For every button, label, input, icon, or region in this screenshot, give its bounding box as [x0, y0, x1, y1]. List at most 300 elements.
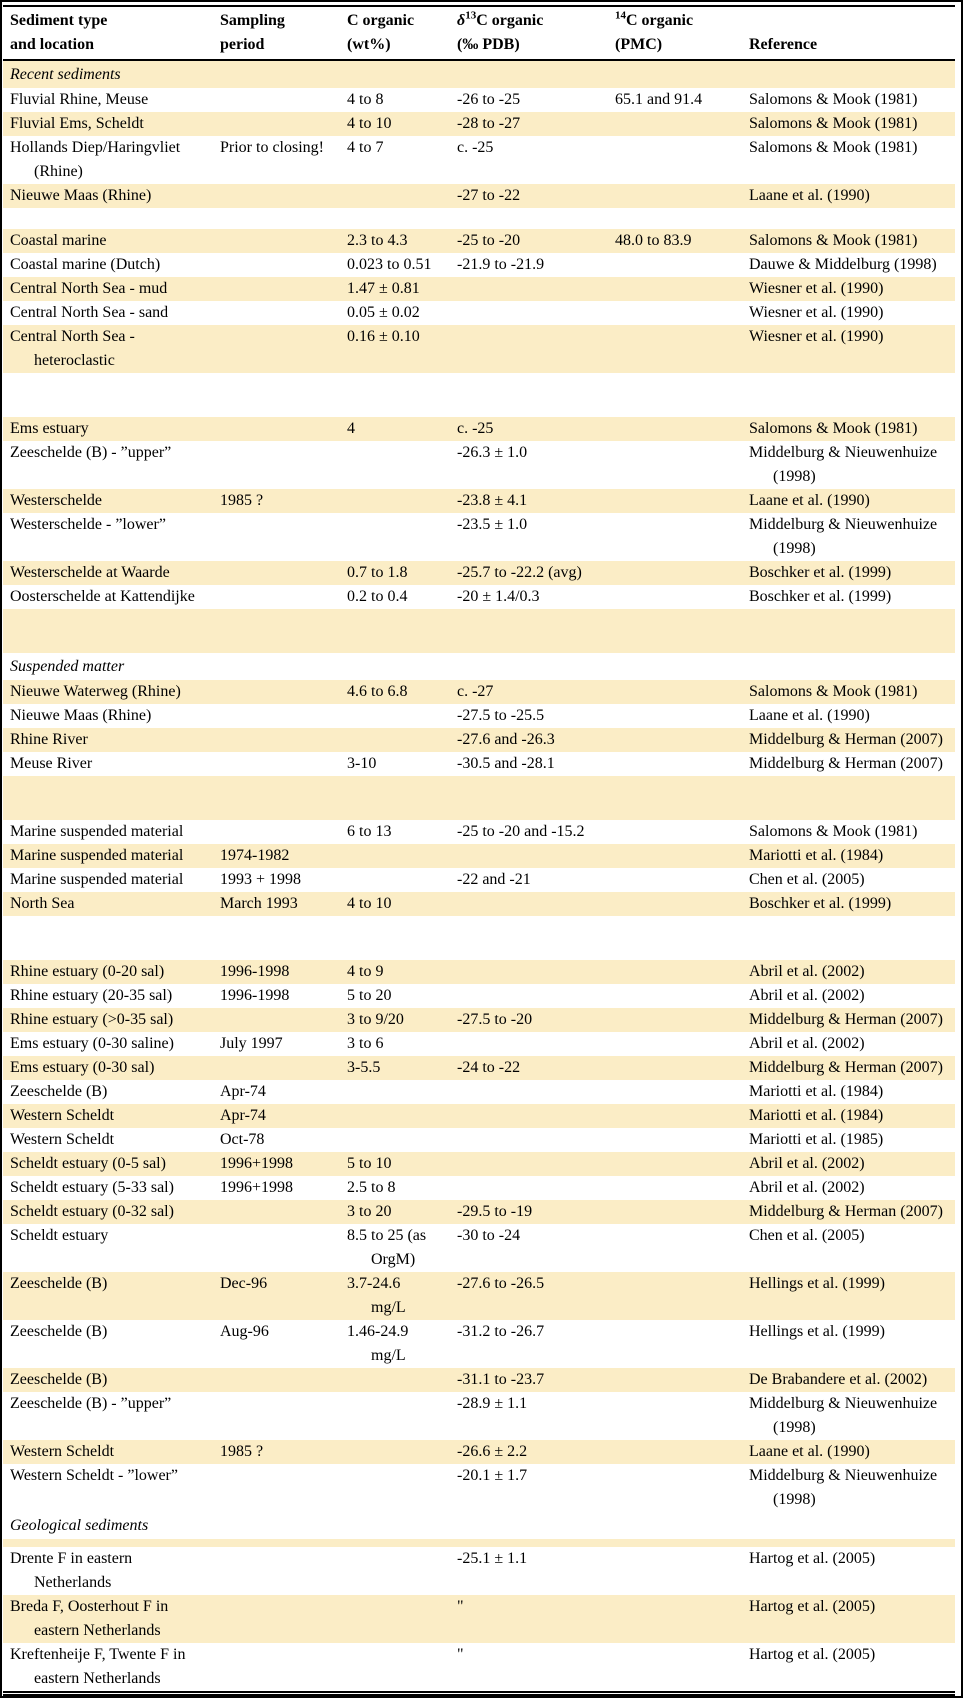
cell-c14-organic [608, 184, 742, 208]
cell-sediment-type: Central North Sea - heteroclastic [10, 328, 135, 369]
section-row [3, 1512, 955, 1539]
cell-reference: Salomons & Mook (1981) [749, 420, 918, 437]
cell-sampling-period: 1985 ? [220, 1443, 264, 1460]
cell-reference: Laane et al. (1990) [749, 492, 870, 509]
table-row [3, 892, 955, 916]
table-row [3, 752, 955, 776]
table-row [3, 704, 955, 728]
spacer-row [3, 776, 955, 820]
cell-reference: Laane et al. (1990) [749, 187, 870, 204]
cell-reference: Salomons & Mook (1981) [749, 91, 918, 108]
cell-d13c-organic: -28 to -27 [457, 115, 521, 132]
cell-c-organic [340, 844, 450, 868]
cell-c14-organic [608, 1056, 742, 1080]
cell-sampling-period [213, 184, 340, 208]
cell-c14-organic [608, 1272, 742, 1320]
table-row [3, 277, 955, 301]
cell-c14-organic [608, 960, 742, 984]
cell-reference: Hellings et al. (1999) [749, 1323, 885, 1340]
cell-sampling-period: March 1993 [220, 895, 298, 912]
cell-c-organic: 0.2 to 0.4 [347, 588, 408, 605]
cell-d13c-organic: -27.6 to -26.5 [457, 1275, 545, 1292]
cell-c-organic: 0.05 ± 0.02 [347, 304, 420, 321]
spacer-cell [3, 373, 955, 417]
table-header [3, 6, 955, 60]
cell-d13c-organic: -26.3 ± 1.0 [457, 444, 528, 461]
cell-sediment-type: Ems estuary [10, 420, 89, 437]
cell-c14-organic [608, 1152, 742, 1176]
cell-sediment-type: Scheldt estuary (0-5 sal) [10, 1155, 166, 1172]
cell-d13c-organic [450, 892, 608, 916]
cell-c-organic: 3 to 20 [347, 1203, 392, 1220]
cell-c-organic: 3 to 9/20 [347, 1011, 404, 1028]
cell-sediment-type: Central North Sea - mud [10, 280, 168, 297]
cell-sediment-type: Western Scheldt - ”lower” [10, 1467, 178, 1484]
cell-c14-organic [608, 277, 742, 301]
cell-d13c-organic: -27.6 and -26.3 [457, 731, 555, 748]
cell-sampling-period [213, 1464, 340, 1512]
cell-reference: Salomons & Mook (1981) [749, 139, 918, 156]
table-row [3, 88, 955, 112]
cell-c14-organic [608, 1320, 742, 1368]
cell-c14-organic [608, 561, 742, 585]
cell-sampling-period: 1996-1998 [220, 987, 290, 1004]
cell-reference: Middelburg & Herman (2007) [749, 731, 943, 748]
cell-sediment-type: Western Scheldt [10, 1131, 115, 1148]
cell-c14-organic [608, 1080, 742, 1104]
cell-c14-organic [608, 1128, 742, 1152]
cell-reference: Middelburg & Herman (2007) [749, 1011, 943, 1028]
cell-sampling-period [213, 1368, 340, 1392]
cell-sediment-type: Fluvial Rhine, Meuse [10, 91, 149, 108]
cell-c14-organic [608, 1643, 742, 1694]
cell-d13c-organic: -22 and -21 [457, 871, 531, 888]
cell-reference: Middelburg & Nieuwenhuize (1998) [749, 444, 938, 485]
cell-reference: Mariotti et al. (1984) [749, 847, 884, 864]
cell-d13c-organic: c. -25 [457, 139, 494, 156]
table-row [3, 1032, 955, 1056]
cell-c-organic [340, 441, 450, 489]
cell-c-organic [340, 1440, 450, 1464]
cell-c-organic: 1.46-24.9 mg/L [347, 1323, 409, 1364]
cell-sediment-type: Ems estuary (0-30 sal) [10, 1059, 155, 1076]
table-row [3, 868, 955, 892]
table-row [3, 585, 955, 609]
spacer-cell [3, 609, 955, 653]
table-row [3, 1595, 955, 1643]
cell-reference: Middelburg & Nieuwenhuize (1998) [749, 1395, 938, 1436]
cell-c-organic: 0.7 to 1.8 [347, 564, 408, 581]
cell-d13c-organic: " [457, 1646, 464, 1663]
cell-sampling-period: 1996-1998 [220, 963, 290, 980]
cell-d13c-organic [450, 960, 608, 984]
table-row [3, 253, 955, 277]
cell-sampling-period [213, 229, 340, 253]
table-row [3, 1643, 955, 1694]
table-row [3, 325, 955, 373]
cell-d13c-organic: -27 to -22 [457, 187, 521, 204]
cell-c-organic [340, 1547, 450, 1595]
section-row [3, 653, 955, 680]
cell-sampling-period [213, 1056, 340, 1080]
cell-c14-organic [608, 704, 742, 728]
table-row [3, 1320, 955, 1368]
cell-c-organic: 8.5 to 25 (as OrgM) [347, 1227, 427, 1268]
cell-c14-organic [608, 1104, 742, 1128]
cell-reference: Abril et al. (2002) [749, 963, 865, 980]
cell-reference: Salomons & Mook (1981) [749, 823, 918, 840]
cell-d13c-organic: -23.5 ± 1.0 [457, 516, 528, 533]
spacer-row [3, 373, 955, 417]
table-row [3, 1392, 955, 1440]
cell-sampling-period [213, 820, 340, 844]
cell-sediment-type: Hollands Diep/Haringvliet (Rhine) [10, 139, 181, 180]
cell-reference: Abril et al. (2002) [749, 987, 865, 1004]
cell-sampling-period [213, 585, 340, 609]
cell-c-organic [340, 1128, 450, 1152]
cell-c14-organic [608, 1547, 742, 1595]
cell-d13c-organic: -28.9 ± 1.1 [457, 1395, 528, 1412]
cell-reference: De Brabandere et al. (2002) [749, 1371, 928, 1388]
cell-sediment-type: Zeeschelde (B) [10, 1083, 108, 1100]
cell-reference: Boschker et al. (1999) [749, 588, 892, 605]
cell-reference: Hartog et al. (2005) [749, 1550, 876, 1567]
cell-sampling-period: 1996+1998 [220, 1179, 294, 1196]
table-row [3, 1272, 955, 1320]
cell-sampling-period [213, 728, 340, 752]
cell-sediment-type: North Sea [10, 895, 75, 912]
cell-c14-organic [608, 1368, 742, 1392]
cell-sampling-period [213, 441, 340, 489]
cell-sampling-period [213, 752, 340, 776]
cell-c14-organic [608, 253, 742, 277]
cell-c14-organic [608, 984, 742, 1008]
cell-c14-organic [608, 820, 742, 844]
table-row [3, 1008, 955, 1032]
cell-c14-organic [608, 1392, 742, 1440]
cell-sampling-period [213, 325, 340, 373]
cell-d13c-organic [450, 844, 608, 868]
cell-c-organic [340, 704, 450, 728]
cell-reference: Middelburg & Nieuwenhuize (1998) [749, 516, 938, 557]
table-row [3, 1464, 955, 1512]
cell-sediment-type: Drente F in eastern Netherlands [10, 1550, 133, 1591]
cell-sediment-type: Marine suspended material [10, 847, 184, 864]
table-row [3, 229, 955, 253]
cell-sampling-period [213, 1224, 340, 1272]
cell-sampling-period [213, 1595, 340, 1643]
cell-c-organic: 4 to 9 [347, 963, 384, 980]
cell-sampling-period [213, 253, 340, 277]
spacer-cell [3, 776, 955, 820]
cell-sampling-period: Apr-74 [220, 1107, 266, 1124]
cell-sediment-type: Zeeschelde (B) [10, 1323, 108, 1340]
cell-reference: Laane et al. (1990) [749, 1443, 870, 1460]
cell-d13c-organic [450, 1152, 608, 1176]
cell-reference: Boschker et al. (1999) [749, 564, 892, 581]
sediment-data-table [3, 5, 955, 1696]
cell-c-organic: 4.6 to 6.8 [347, 683, 408, 700]
spacer-row [3, 1539, 955, 1547]
cell-sediment-type: Rhine estuary (>0-35 sal) [10, 1011, 174, 1028]
cell-c14-organic [608, 1176, 742, 1200]
table-row [3, 513, 955, 561]
cell-c-organic: 3 to 6 [347, 1035, 384, 1052]
table-row [3, 820, 955, 844]
cell-sediment-type: Zeeschelde (B) [10, 1275, 108, 1292]
cell-c14-organic [608, 441, 742, 489]
header-row [3, 6, 955, 60]
cell-sampling-period [213, 1008, 340, 1032]
cell-sediment-type: Nieuwe Maas (Rhine) [10, 187, 152, 204]
section-label: Recent sediments [10, 66, 121, 83]
cell-c14-organic [608, 844, 742, 868]
cell-d13c-organic [450, 301, 608, 325]
table-row [3, 1080, 955, 1104]
cell-c14-organic [608, 868, 742, 892]
cell-sediment-type: Zeeschelde (B) [10, 1371, 108, 1388]
cell-c14-organic [608, 1224, 742, 1272]
cell-c14-organic [608, 1200, 742, 1224]
cell-sampling-period: July 1997 [220, 1035, 283, 1052]
cell-d13c-organic [450, 984, 608, 1008]
cell-sediment-type: Scheldt estuary (0-32 sal) [10, 1203, 174, 1220]
cell-reference: Boschker et al. (1999) [749, 895, 892, 912]
cell-c14-organic [608, 513, 742, 561]
cell-reference: Middelburg & Herman (2007) [749, 1203, 943, 1220]
cell-d13c-organic: -30 to -24 [457, 1227, 521, 1244]
cell-d13c-organic [450, 277, 608, 301]
section-row [3, 60, 955, 88]
cell-sediment-type: Central North Sea - sand [10, 304, 169, 321]
cell-sampling-period [213, 1547, 340, 1595]
cell-c14-organic [608, 112, 742, 136]
cell-sampling-period [213, 704, 340, 728]
cell-sediment-type: Marine suspended material [10, 823, 184, 840]
cell-sediment-type: Coastal marine [10, 232, 107, 249]
cell-sediment-type: Oosterschelde at Kattendijke [10, 588, 195, 605]
table-row [3, 1128, 955, 1152]
cell-reference: Abril et al. (2002) [749, 1155, 865, 1172]
cell-c14-organic [608, 489, 742, 513]
cell-c14-organic [608, 325, 742, 373]
table-row [3, 1056, 955, 1080]
cell-sediment-type: Scheldt estuary (5-33 sal) [10, 1179, 174, 1196]
cell-sediment-type: Westerschelde at Waarde [10, 564, 170, 581]
table-row [3, 112, 955, 136]
cell-reference: Chen et al. (2005) [749, 1227, 865, 1244]
spacer-cell [3, 916, 955, 960]
cell-c-organic [340, 1464, 450, 1512]
cell-c-organic: 4 to 10 [347, 115, 392, 132]
cell-c-organic: 2.5 to 8 [347, 1179, 396, 1196]
cell-sediment-type: Meuse River [10, 755, 93, 772]
spacer-cell [3, 208, 955, 229]
column-header-c14-organic: $^{14}$C organic (PMC) [608, 6, 742, 60]
table-row [3, 1200, 955, 1224]
cell-c-organic [340, 1595, 450, 1643]
cell-sediment-type: Breda F, Oosterhout F in eastern Netherlands [10, 1598, 169, 1639]
cell-c-organic [340, 1104, 450, 1128]
cell-reference: Mariotti et al. (1985) [749, 1131, 884, 1148]
cell-c-organic [340, 728, 450, 752]
column-header-sampling-period: Sampling period [213, 6, 340, 60]
cell-c-organic: 1.47 ± 0.81 [347, 280, 420, 297]
cell-sediment-type: Scheldt estuary [10, 1227, 109, 1244]
cell-d13c-organic: -30.5 and -28.1 [457, 755, 555, 772]
cell-c14-organic [608, 728, 742, 752]
cell-reference: Middelburg & Herman (2007) [749, 1059, 943, 1076]
table-row [3, 561, 955, 585]
cell-c-organic: 3-10 [347, 755, 377, 772]
cell-reference: Abril et al. (2002) [749, 1179, 865, 1196]
table-row [3, 728, 955, 752]
cell-sampling-period [213, 680, 340, 704]
cell-d13c-organic: -20.1 ± 1.7 [457, 1467, 528, 1484]
cell-c-organic: 6 to 13 [347, 823, 392, 840]
cell-c-organic [340, 184, 450, 208]
cell-sediment-type: Western Scheldt [10, 1443, 115, 1460]
cell-c14-organic [608, 1440, 742, 1464]
cell-d13c-organic [450, 1176, 608, 1200]
cell-d13c-organic: " [457, 1598, 464, 1615]
cell-c-organic: 3-5.5 [347, 1059, 381, 1076]
cell-d13c-organic: c. -25 [457, 420, 494, 437]
column-header-d13c-organic: $\delta^{13}C$ organic (‰ PDB) [450, 6, 608, 60]
column-header-reference: Reference [742, 6, 955, 60]
cell-sediment-type: Fluvial Ems, Scheldt [10, 115, 144, 132]
cell-c-organic [340, 1368, 450, 1392]
cell-reference: Middelburg & Herman (2007) [749, 755, 943, 772]
cell-sampling-period: 1974-1982 [220, 847, 290, 864]
table-row [3, 1104, 955, 1128]
cell-d13c-organic [450, 1032, 608, 1056]
cell-c14-organic [608, 136, 742, 184]
cell-reference: Salomons & Mook (1981) [749, 232, 918, 249]
cell-d13c-organic: -29.5 to -19 [457, 1203, 533, 1220]
cell-reference: Dauwe & Middelburg (1998) [749, 256, 937, 273]
cell-d13c-organic: -24 to -22 [457, 1059, 521, 1076]
cell-reference: Wiesner et al. (1990) [749, 304, 884, 321]
cell-reference: Chen et al. (2005) [749, 871, 865, 888]
cell-d13c-organic: -25.7 to -22.2 (avg) [457, 564, 582, 581]
cell-sampling-period [213, 513, 340, 561]
cell-sediment-type: Rhine River [10, 731, 88, 748]
cell-c-organic: 5 to 10 [347, 1155, 392, 1172]
cell-reference: Abril et al. (2002) [749, 1035, 865, 1052]
cell-reference: Salomons & Mook (1981) [749, 683, 918, 700]
cell-d13c-organic [450, 1080, 608, 1104]
cell-c-organic: 4 to 10 [347, 895, 392, 912]
table-row [3, 301, 955, 325]
cell-c-organic [340, 1392, 450, 1440]
cell-sediment-type: Westerschelde [10, 492, 102, 509]
table-row [3, 1176, 955, 1200]
cell-d13c-organic [450, 325, 608, 373]
table-body [3, 60, 955, 1694]
cell-c14-organic [608, 1464, 742, 1512]
cell-sediment-type: Ems estuary (0-30 saline) [10, 1035, 174, 1052]
cell-c14-organic [608, 1032, 742, 1056]
cell-c-organic: 4 to 8 [347, 91, 384, 108]
table-row [3, 960, 955, 984]
cell-sampling-period [213, 1200, 340, 1224]
column-header-sediment-type: Sediment type and location [3, 6, 213, 60]
cell-sampling-period [213, 277, 340, 301]
cell-d13c-organic: -26 to -25 [457, 91, 521, 108]
column-header-c-organic: C organic (wt%) [340, 6, 450, 60]
cell-c14-organic [608, 892, 742, 916]
cell-reference: Hartog et al. (2005) [749, 1646, 876, 1663]
cell-c-organic [340, 513, 450, 561]
spacer-row [3, 208, 955, 229]
cell-c-organic: 3.7-24.6 mg/L [347, 1275, 406, 1316]
cell-sampling-period [213, 301, 340, 325]
cell-c14-organic [608, 585, 742, 609]
cell-c14-organic [608, 417, 742, 441]
cell-c14-organic [608, 1008, 742, 1032]
cell-sediment-type: Westerschelde - ”lower” [10, 516, 166, 533]
cell-sampling-period [213, 417, 340, 441]
cell-sampling-period [213, 1392, 340, 1440]
table-row [3, 984, 955, 1008]
spacer-cell [3, 1539, 955, 1547]
cell-d13c-organic [450, 1128, 608, 1152]
table-row [3, 441, 955, 489]
table-row [3, 844, 955, 868]
cell-sediment-type: Zeeschelde (B) - ”upper” [10, 444, 172, 461]
cell-reference: Mariotti et al. (1984) [749, 1083, 884, 1100]
cell-d13c-organic: -31.1 to -23.7 [457, 1371, 545, 1388]
cell-sediment-type: Nieuwe Waterweg (Rhine) [10, 683, 181, 700]
cell-d13c-organic: -21.9 to -21.9 [457, 256, 545, 273]
table-row [3, 1547, 955, 1595]
table-row [3, 184, 955, 208]
cell-c-organic: 0.023 to 0.51 [347, 256, 432, 273]
cell-reference: Wiesner et al. (1990) [749, 328, 884, 345]
cell-c14-organic [608, 301, 742, 325]
table-row [3, 417, 955, 441]
section-label: Suspended matter [10, 658, 125, 675]
cell-sediment-type: Kreftenheije F, Twente F in eastern Netherlands [10, 1646, 186, 1687]
cell-reference: Hellings et al. (1999) [749, 1275, 885, 1292]
cell-sampling-period [213, 112, 340, 136]
cell-c-organic [340, 489, 450, 513]
cell-sediment-type: Nieuwe Maas (Rhine) [10, 707, 152, 724]
cell-sampling-period: 1996+1998 [220, 1155, 294, 1172]
cell-c-organic: 4 [347, 420, 355, 437]
cell-c14-organic [608, 1595, 742, 1643]
cell-c14-organic [608, 752, 742, 776]
cell-d13c-organic: c. -27 [457, 683, 494, 700]
cell-sediment-type: Rhine estuary (20-35 sal) [10, 987, 173, 1004]
cell-c-organic [340, 1643, 450, 1694]
cell-c-organic [340, 868, 450, 892]
cell-c-organic: 2.3 to 4.3 [347, 232, 408, 249]
cell-sediment-type: Zeeschelde (B) - ”upper” [10, 1395, 172, 1412]
cell-d13c-organic: -20 ± 1.4/0.3 [457, 588, 540, 605]
cell-sampling-period: Aug-96 [220, 1323, 269, 1340]
cell-d13c-organic: -25 to -20 and -15.2 [457, 823, 585, 840]
cell-d13c-organic: -31.2 to -26.7 [457, 1323, 545, 1340]
cell-reference: Laane et al. (1990) [749, 707, 870, 724]
cell-sampling-period: Oct-78 [220, 1131, 265, 1148]
cell-sediment-type: Western Scheldt [10, 1107, 115, 1124]
cell-c14-organic: 48.0 to 83.9 [615, 232, 692, 249]
cell-reference: Hartog et al. (2005) [749, 1598, 876, 1615]
cell-c-organic: 5 to 20 [347, 987, 392, 1004]
cell-sampling-period: 1993 + 1998 [220, 871, 302, 888]
